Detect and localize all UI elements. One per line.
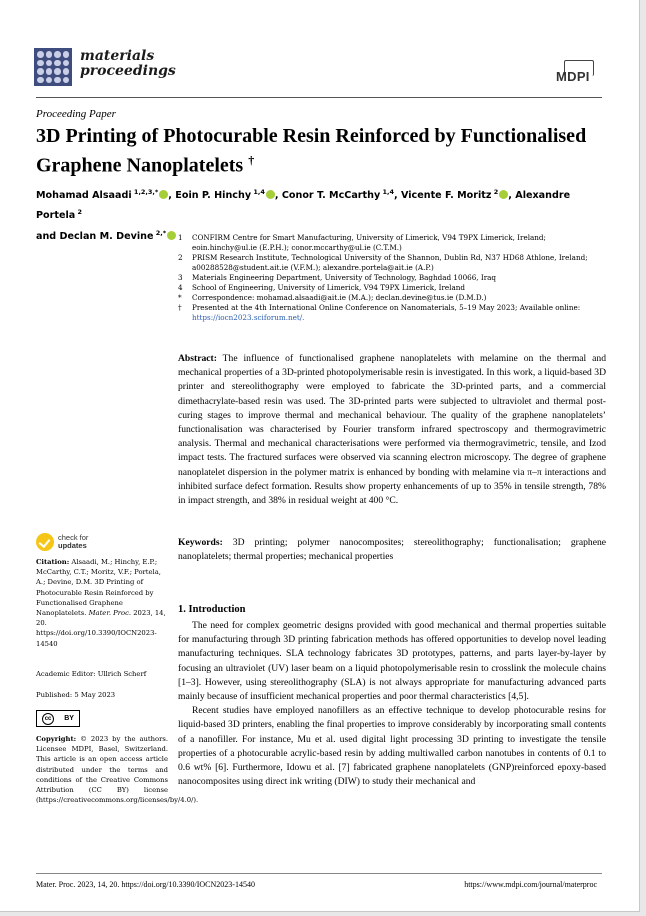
author-entry: Conor T. McCarthy $^{1,4}$, [281,188,401,202]
footer-citation: Mater. Proc. 2023, 14, 20. https://doi.org/10.3390/IOCN2023-14540 [36,880,255,889]
author-name: Vicente F. Moritz [401,190,492,202]
check-updates-line2: updates [58,541,87,550]
orcid-icon[interactable] [499,190,508,199]
publisher-name: MDPI [556,69,590,84]
journal-name-line1: materials [80,48,155,64]
affiliation-mark: * [178,293,182,302]
keywords-label: Keywords: [178,537,223,548]
author-affiliation-mark: 2 [75,208,83,217]
check-updates-icon [36,533,54,551]
conference-link[interactable]: https://iocn2023.sciforum.net/. [192,313,305,322]
affiliation-item [178,273,608,283]
author-affiliation-mark: 2 [491,188,499,196]
affiliation-item [178,253,608,273]
citation-text: Alsaadi, M.; Hinchy, E.P.; McCarthy, C.T.; Moritz, V.F.; Portela, A.; Devine, D.M. 3D Printing of Photocurable Resin Reinforced by Functionalised Graphene Nanoplatelets. [36,558,161,618]
author-entry: Vicente F. Moritz $^2$ , [401,188,516,202]
paper-title-text: 3D Printing of Photocurable Resin Reinforced by Functionalised Graphene Nanoplatelets [36,125,587,177]
title-footnote-mark: † [248,153,255,167]
author-entry: Eoin P. Hinchy $^{1,4}$ , [175,188,282,202]
journal-name-line2: proceedings [80,63,176,79]
author-affiliation-mark: 1,4 [380,188,394,196]
body-paragraph: Recent studies have employed nanofillers as an effective technique to develop photocurable resins for liquid-based 3D printers, enabling the final properties to improve considerably by incorporating small contents of a nanofiller. For instance, Mu et al. used digital light processing 3D printing to investigate the tensile properties of a photocurable acrylic-based resin by adding multiwalled carbon nanotubes in contents of 0.1 to 0.6 wt% [6]. Furthermore, Idowu et al. [7] fabricated graphene nanoplatelets (GNP)reinforced epoxy-based nanocomposites using direct ink writing (DIW) to study their mechanical and [178,705,606,788]
author-name: Alexandre Portela [36,190,571,222]
cc-by-label: BY [64,715,74,722]
introduction-body [178,619,606,789]
paper-title [36,124,596,178]
author-entry: Mohamad Alsaadi $^{1,2,3,*}$ , [36,188,176,202]
author-name: and Declan M. Devine [36,230,154,242]
orcid-icon[interactable] [167,231,176,240]
affiliation-mark: † [178,303,182,312]
affiliation-text: Materials Engineering Department, University of Technology, Baghdad 10066, Iraq [192,273,497,282]
published-date: Published: 5 May 2023 [36,691,116,699]
author-entry [36,228,176,242]
orcid-icon[interactable] [266,190,275,199]
author-name: Mohamad Alsaadi [36,190,132,202]
affiliation-item [178,283,608,293]
check-for-updates-button[interactable] [36,533,168,551]
citation-doi[interactable]: 2023, 14, 20. https://doi.org/10.3390/IOCN2023-14540 [36,609,166,648]
cc-by-license-icon[interactable]: cc BY [36,710,80,727]
author-name: Eoin P. Hinchy [175,190,252,202]
abstract-label: Abstract: [178,353,217,364]
body-paragraph: The need for complex geometric designs provided with good mechanical and thermal properties suitable for manufacturing through 3D printing fabrication methods has offered opportunities to develop novel leading manufacturing techniques. SLA technology fabricates 3D prototypes, patterns, and parts layer-by-layer by focusing an ultraviolet (UV) laser beam on a liquid photopolymerisable resin to crosslink the molecule chains [1–3]. However, using stereolithography (SLA) is not always appropriate for manufacturing advanced parts mainly because of insufficient mechanical properties and poor thermal characteristics [4,5]. [178,620,606,703]
affiliation-mark: 3 [178,273,183,282]
section-heading: 1. Introduction [178,604,246,615]
check-updates-line1: check for [58,533,89,542]
citation-block [36,557,168,649]
affiliation-item [178,293,608,303]
journal-logo-icon [34,48,72,86]
affiliation-item [178,233,608,253]
author-affiliation-mark: 1,4 [251,188,265,196]
footer-journal-url[interactable]: https://www.mdpi.com/journal/materproc [464,880,597,889]
abstract-text: The influence of functionalised graphene nanoplatelets with melamine on the thermal and mechanical properties of a 3D-printed photopolymerisable resin is investigated. In this work, a liquid-based 3D printer and stereolithography were employed to fabricate the 3D-printed parts, and a commercial dimethacrylate-based resin was used. The 3D-printed parts were subjected to ultraviolet and thermal post-curing stages to improve thermal and mechanical behaviour. The quality of the graphene nanoplatelets’ functionalisation was characterised by Fourier transform infrared spectroscopy and thermogravimetric analysis. Thermal and mechanical characterisations were performed via thermogravimetric, tensile, and Izod impact tests. The fractured surfaces were observed via scanning electron microscopy. The degree of graphene nanoplatelet dispersion in the polymer matrix is enhanced by bonding with melamine via π–π interactions and inhibited surface defect formation. Results show property enhancements of up to 35% in tensile strength, 78% in impact strength, and 38% in residual weight at 400 °C. [178,353,606,507]
copyright-block [36,734,199,805]
orcid-icon[interactable] [159,190,168,199]
copyright-label: Copyright: [36,735,77,743]
author-affiliation-mark: 1,2,3,* [131,188,159,196]
header-divider [36,97,602,98]
affiliation-mark: 2 [178,253,183,262]
affiliation-mark: 1 [178,233,183,242]
affiliation-text: School of Engineering, University of Limerick, V94 T9PX Limerick, Ireland [192,283,465,292]
academic-editor: Academic Editor: Ullrich Scherf [36,670,147,678]
citation-label: Citation: [36,558,70,566]
keywords-text: 3D printing; polymer nanocomposites; stereolithography; functionalisation; graphene nanoplatelets; thermal properties; mechanical properties [178,537,607,563]
footer-divider [36,873,602,874]
affiliation-text: Presented at the 4th International Online Conference on Nanomaterials, 5–19 May 2023; Available online: https://iocn2023.sciforum.net/. [192,303,581,322]
abstract [178,352,606,508]
affiliation-text: CONFIRM Centre for Smart Manufacturing, University of Limerick, V94 T9PX Limerick, Ireland; eoin.hinchy@ul.ie (E.P.H.); conor.mccarthy@ul.ie (C.T.M.) [192,233,546,252]
affiliation-item [178,303,608,323]
affiliation-mark: 4 [178,283,183,292]
journal-name [80,49,176,79]
keywords [178,536,606,564]
citation-journal: Mater. Proc. [88,609,132,618]
paper-type: Proceeding Paper [36,108,116,120]
copyright-text: © 2023 by the authors. Licensee MDPI, Basel, Switzerland. This article is an open access article distributed under the terms and conditions of the Creative Commons Attribution (CC BY) license (https://creativecommons.org/licenses/by/4.0/). [36,735,199,805]
author-affiliation-mark: 2,* [153,228,167,237]
affiliation-text: Correspondence: mohamad.alsaadi@ait.ie (M.A.); declan.devine@tus.ie (D.M.D.) [192,293,487,302]
affiliation-text: PRISM Research Institute, Technological University of the Shannon, Dublin Rd, N37 HD68 Athlone, Ireland; a00288528@student.ait.ie (V.F.M.); alexandre.portela@ait.ie (A.P.) [192,253,588,272]
affiliation-list [178,233,608,323]
mdpi-logo-icon [556,60,602,86]
author-name: Conor T. McCarthy [281,190,381,202]
